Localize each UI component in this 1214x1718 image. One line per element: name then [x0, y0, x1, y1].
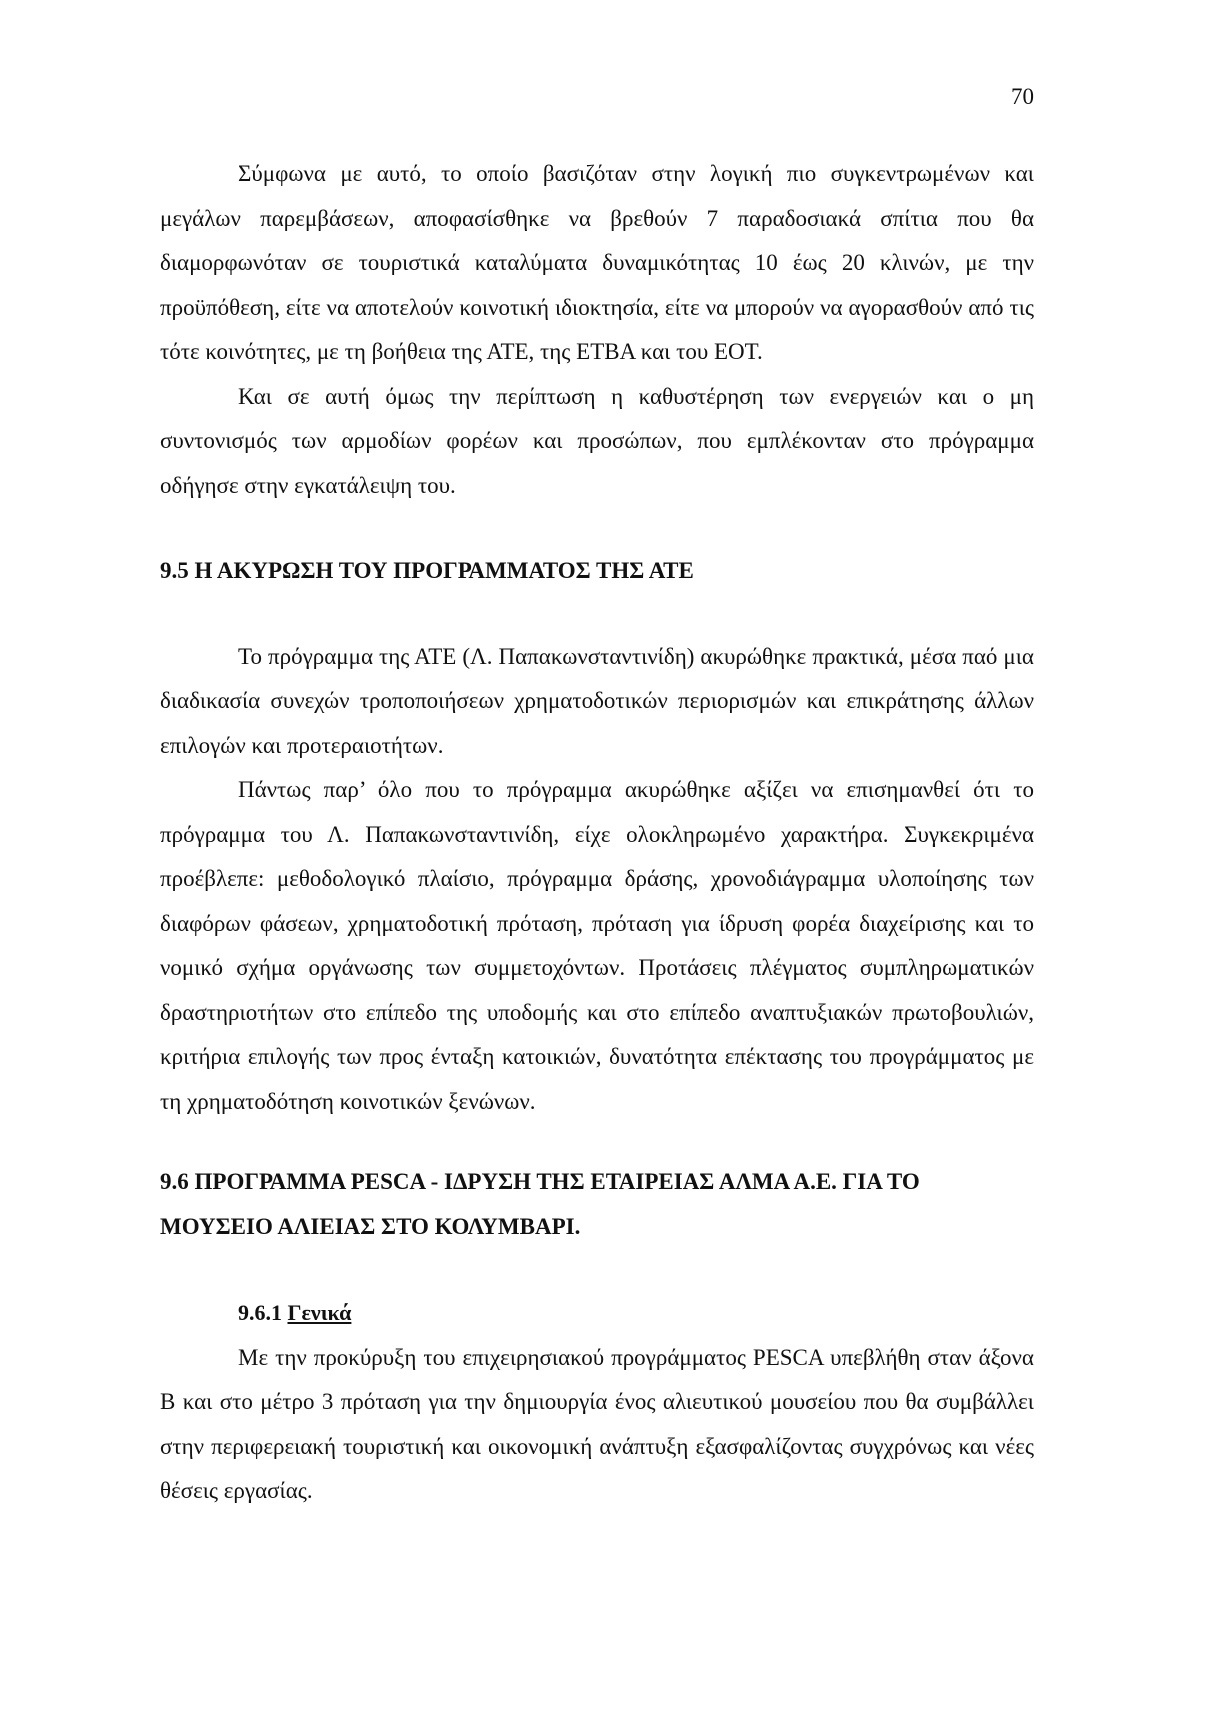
paragraph-intro-1: Σύμφωνα με αυτό, το οποίο βασιζόταν στην λογική πιο συγκεντρωμένων και μεγάλων παρεμβάσεων, αποφασίσθηκε να βρεθούν 7 παραδοσιακά σπίτια που θα διαμορφωνόταν σε τουριστικά καταλύματα δυναμικότητας 10 έως 20 κλινών, με την προϋπόθεση, είτε να αποτελούν κοινοτική ιδιοκτησία, είτε να μπορούν να αγορασθούν από τις τότε κοινότητες, με τη βοήθεια της ΑΤΕ, της ΕΤΒΑ και του ΕΟΤ.: [160, 161, 1034, 364]
page-number: 70: [1011, 84, 1034, 109]
paragraph-9-5-1: Το πρόγραμμα της ΑΤΕ (Λ. Παπακωνσταντινίδη) ακυρώθηκε πρακτικά, μέσα παό μια διαδικασία συνεχών τροποποιήσεων χρηματοδοτικών περιορισμών και επικράτησης άλλων επιλογών και προτεραιοτήτων.: [160, 643, 1034, 758]
section-heading-9-6: 9.6 ΠΡΟΓΡΑΜΜΑ PESCA - ΙΔΡΥΣΗ ΤΗΣ ΕΤΑΙΡΕΙΑΣ ΑΛΜΑ Α.Ε. ΓΙΑ ΤΟ ΜΟΥΣΕΙΟ ΑΛΙΕΙΑΣ ΣΤΟ ΚΟΛΥΜΒΑΡΙ.: [160, 1169, 920, 1239]
document-body: [160, 152, 1034, 1514]
subsection-number: 9.6.1: [238, 1300, 288, 1325]
paragraph-9-6-1: Με την προκύρυξη του επιχειρησιακού προγράμματος PESCA υπεβλήθη σταν άξονα Β και στο μέτρο 3 πρόταση για την δημιουργία ένος αλιευτικού μουσείου που θα συμβάλλει στην περιφερειακή τουριστική και οικονομική ανάπτυξη εξασφαλίζοντας συγχρόνως και νέες θέσεις εργασίας.: [160, 1344, 1034, 1503]
subsection-heading-9-6-1: [160, 1291, 1034, 1336]
paragraph-9-5-2: Πάντως παρ’ όλο που το πρόγραμμα ακυρώθηκε αξίζει να επισημανθεί ότι το πρόγραμμα του Λ. Παπακωνσταντινίδη, είχε ολοκληρωμένο χαρακτήρα. Συγκεκριμένα προέβλεπε: μεθοδολογικό πλαίσιο, πρόγραμμα δράσης, χρονοδιάγραμμα υλοποίησης των διαφόρων φάσεων, χρηματοδοτική πρόταση, πρόταση για ίδρυση φορέα διαχείρισης και το νομικό σχήμα οργάνωσης των συμμετοχόντων. Προτάσεις πλέγματος συμπληρωματικών δραστηριοτήτων στο επίπεδο της υποδομής και στο επίπεδο αναπτυξιακών πρωτοβουλιών, κριτήρια επιλογής των προς ένταξη κατοικιών, δυνατότητα επέκτασης του προγράμματος με τη χρηματοδότηση κοινοτικών ξενώνων.: [160, 777, 1034, 1114]
section-heading-9-5: 9.5 Η ΑΚΥΡΩΣΗ ΤΟΥ ΠΡΟΓΡΑΜΜΑΤΟΣ ΤΗΣ ΑΤΕ: [160, 558, 694, 583]
paragraph-intro-2: Και σε αυτή όμως την περίπτωση η καθυστέρηση των ενεργειών και ο μη συντονισμός των αρμοδίων φορέων και προσώπων, που εμπλέκονταν στο πρόγραμμα οδήγησε στην εγκατάλειψη του.: [160, 383, 1034, 498]
subsection-title: Γενικά: [287, 1300, 352, 1325]
